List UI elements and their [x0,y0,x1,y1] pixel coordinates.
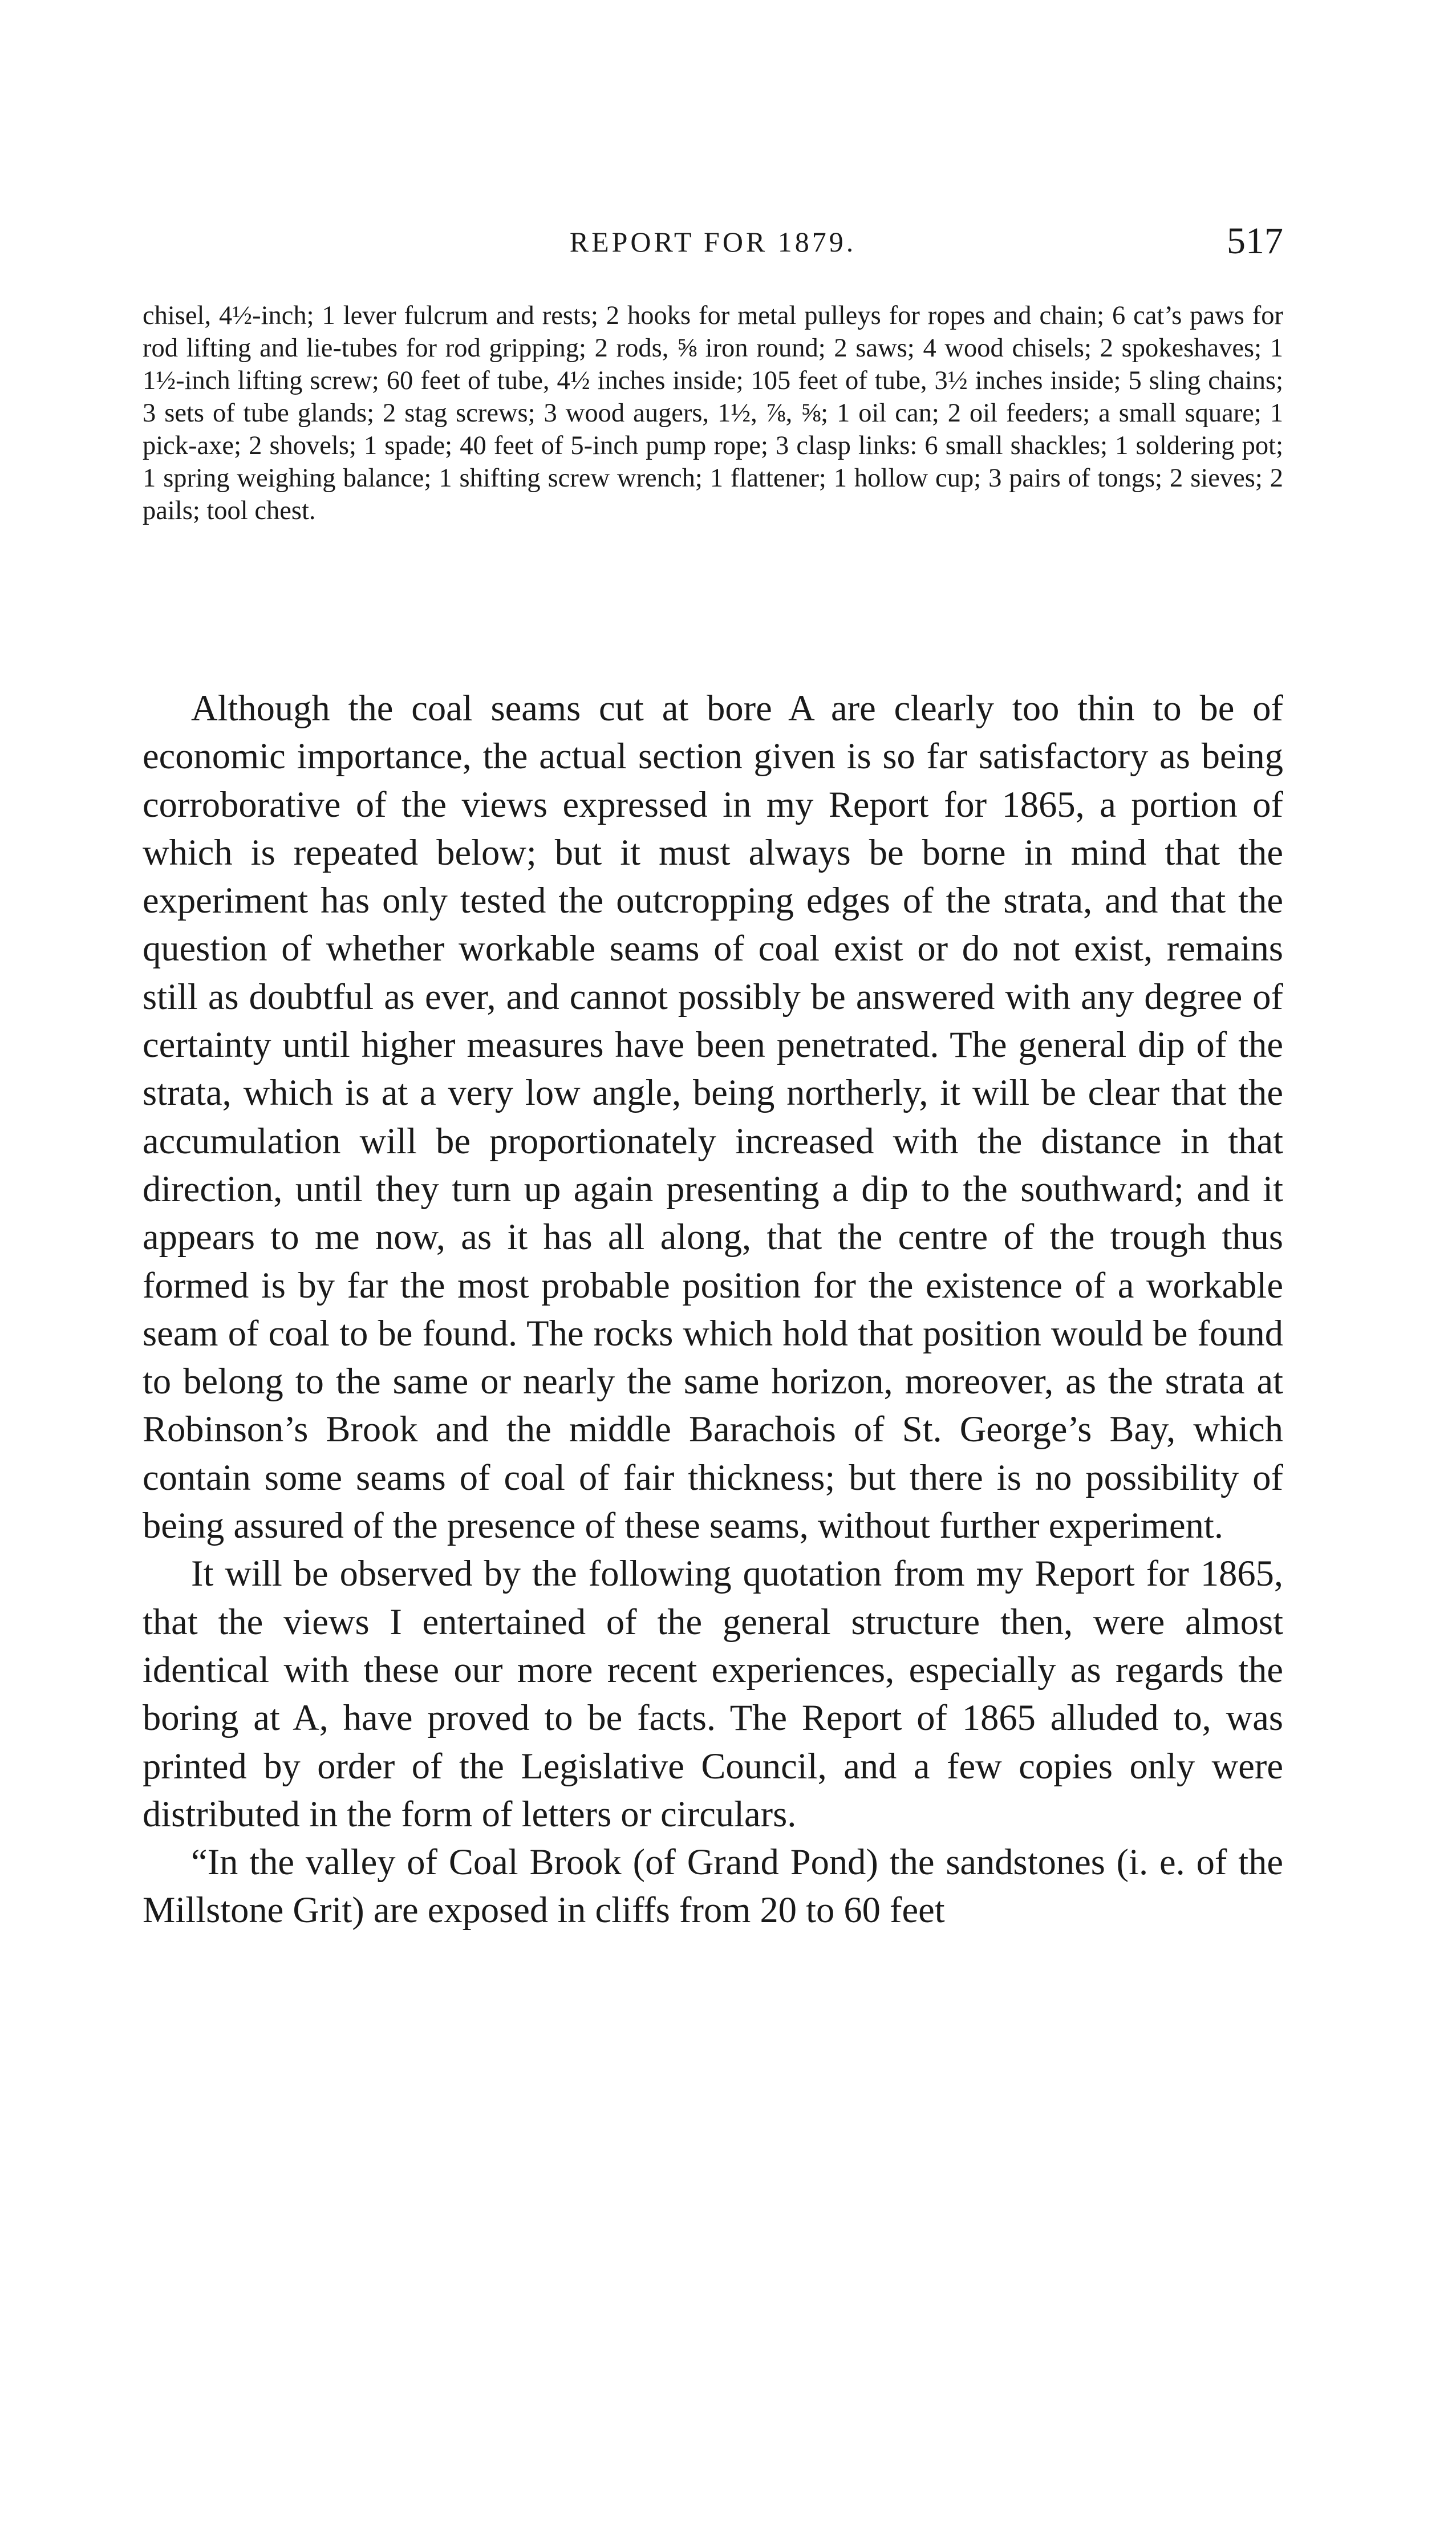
tools-list-block [143,299,1283,527]
body-text [143,684,1283,1935]
paragraph-coal-seams: Although the coal seams cut at bore A are clearly too thin to be of economic importance, the actual section given is so far satisfactory as being corroborative of the views expressed in my Report for 1865, a portion of which is repeated below; but it must always be borne in mind that the experiment has only tested the outcropping edges of the strata, and that the question of whether workable seams of coal exist or do not exist, remains still as doubtful as ever, and cannot possibly be answered with any degree of certainty until higher measures have been penetrated. The general dip of the strata, which is at a very low angle, being northerly, it will be clear that the accumulation will be proportionately increased with the distance in that direction, until they turn up again presenting a dip to the southward; and it appears to me now, as it has all along, that the centre of the trough thus formed is by far the most probable position for the existence of a workable seam of coal to be found. The rocks which hold that position would be found to belong to the same or nearly the same horizon, moreover, as the strata at Robinson’s Brook and the middle Barachois of St. George’s Bay, which contain some seams of coal of fair thickness; but there is no possibility of being assured of the presence of these seams, without further experiment. [143,688,1283,1546]
page-number: 517 [1227,220,1283,262]
page-header [143,220,1283,271]
tools-list-paragraph: chisel, 4½-inch; 1 lever fulcrum and rests; 2 hooks for metal pulleys for ropes and chain; 6 cat’s paws for rod lifting and lie-tubes for rod gripping; 2 rods, ⅝ iron round; 2 saws; 4 wood chisels; 2 spokeshaves; 1 1½-inch lifting screw; 60 feet of tube, 4½ inches inside; 105 feet of tube, 3½ inches inside; 5 sling chains; 3 sets of tube glands; 2 stag screws; 3 wood augers, 1½, ⅞, ⅝; 1 oil can; 2 oil feeders; a small square; 1 pick-axe; 2 shovels; 1 spade; 40 feet of 5-inch pump rope; 3 clasp links: 6 small shackles; 1 soldering pot; 1 spring weighing balance; 1 shifting screw wrench; 1 flattener; 1 hollow cup; 3 pairs of tongs; 2 sieves; 2 pails; tool chest. [143,301,1283,525]
paragraph-report-1865: It will be observed by the following quotation from my Report for 1865, that the views I entertained of the general structure then, were almost identical with these our more recent experiences, especially as regards the boring at A, have proved to be facts. The Report of 1865 alluded to, was printed by order of the Legislative Council, and a few copies only were distributed in the form of letters or circulars. [143,1553,1283,1834]
running-head: REPORT FOR 1879. [569,226,857,258]
paragraph-quotation: “In the valley of Coal Brook (of Grand Pond) the sandstones (i. e. of the Millstone Grit) are exposed in cliffs from 20 to 60 feet [143,1842,1283,1931]
